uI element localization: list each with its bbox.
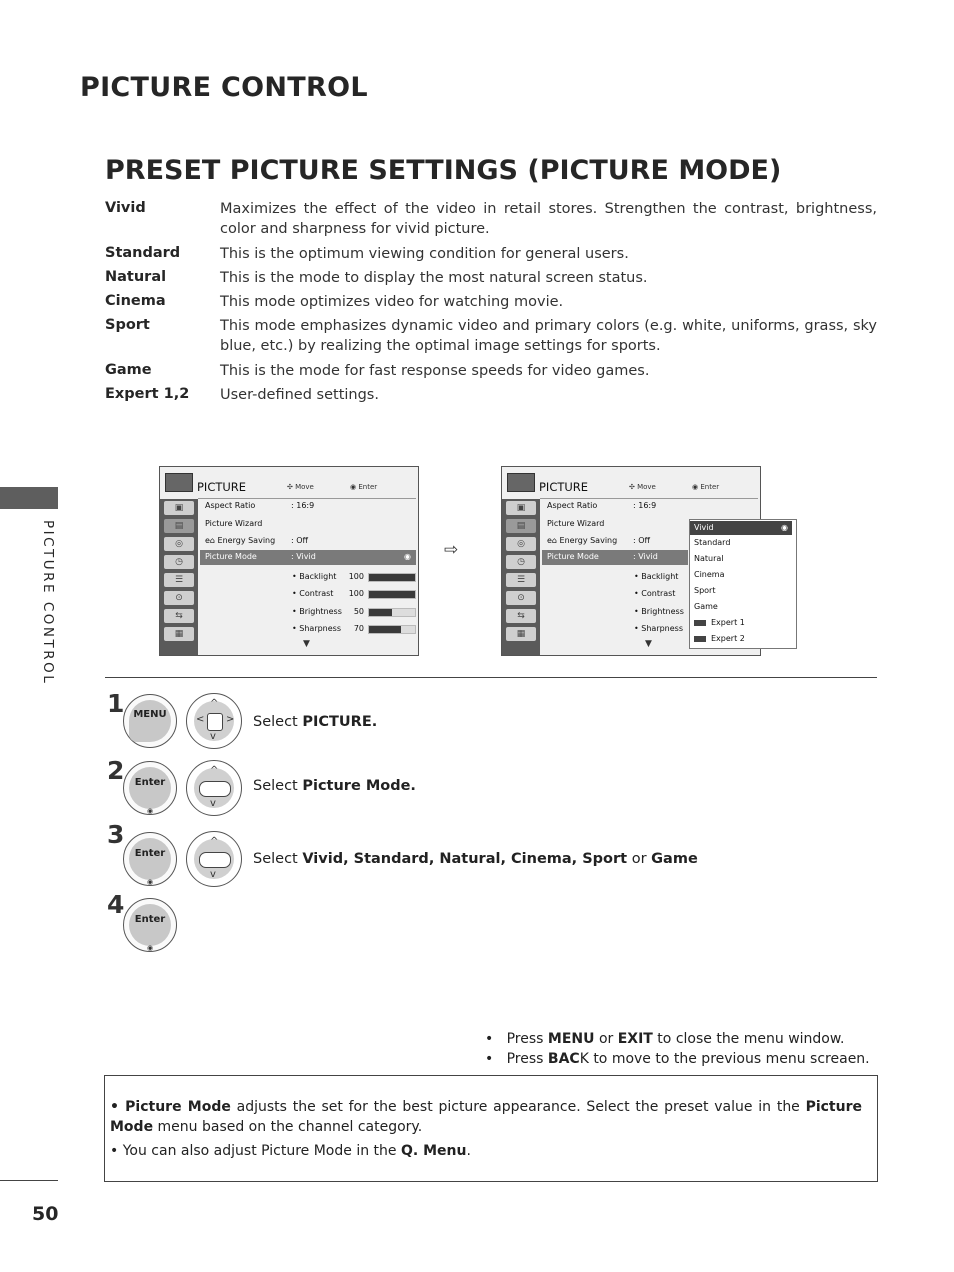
dropdown-option-expert-1[interactable]: Expert 1: [694, 618, 745, 627]
step-number: 4: [107, 890, 125, 919]
picture-icon-selected: ▤: [506, 519, 536, 533]
osd-item-energy-saving[interactable]: e⌂ Energy Saving: [205, 536, 276, 545]
dropdown-option-cinema[interactable]: Cinema: [694, 570, 725, 579]
dropdown-option-expert-2[interactable]: Expert 2: [694, 634, 745, 643]
slider-label: • Backlight: [292, 572, 337, 581]
audio-icon: ◎: [506, 537, 536, 551]
step-number: 3: [107, 820, 125, 849]
navigation-pad[interactable]: ^ v < >: [186, 693, 242, 749]
mode-desc-game: This is the mode for fast response speeds for video games.: [220, 363, 650, 379]
menu-button[interactable]: MENU: [123, 694, 177, 748]
osd-item-picture-mode[interactable]: Picture Mode : Vivid: [542, 550, 688, 565]
step-2-instruction: Select Picture Mode.: [253, 778, 416, 794]
osd-move-hint: ✣ Move: [287, 483, 314, 491]
osd-item-aspect-ratio[interactable]: Aspect Ratio: [547, 501, 598, 510]
input-icon: ⇆: [506, 609, 536, 623]
mode-term-standard: Standard: [105, 245, 181, 261]
osd-item-picture-mode[interactable]: Picture Mode : Vivid ◉: [200, 550, 416, 565]
usb-icon: ▦: [506, 627, 536, 641]
slider-label: • Contrast: [292, 589, 334, 598]
scroll-down-icon[interactable]: ▼: [303, 639, 310, 649]
mode-desc-sport: This mode emphasizes dynamic video and primary colors (e.g. white, uniforms, grass, sky blue, etc.) by realizing the optimal image settings for sports.: [220, 318, 877, 354]
mode-desc-vivid: Maximizes the effect of the video in retail stores. Strengthen the contrast, brightness, color and sharpness for vivid picture.: [220, 201, 877, 237]
up-down-button[interactable]: ^ v: [186, 831, 242, 887]
setup-icon: ☰: [506, 573, 536, 587]
dropdown-option-natural[interactable]: Natural: [694, 554, 724, 563]
step-3-instruction: Select Vivid, Standard, Natural, Cinema, Sport or Game: [253, 851, 698, 867]
osd-title: PICTURE: [539, 480, 589, 494]
backlight-bar[interactable]: [368, 573, 416, 582]
step-number: 1: [107, 689, 125, 718]
step-number: 2: [107, 756, 125, 785]
osd-value-energy-saving: : Off: [291, 536, 309, 545]
lock-icon: ⊙: [164, 591, 194, 605]
scroll-down-icon[interactable]: ▼: [645, 639, 652, 649]
tip-q-menu: • You can also adjust Picture Mode in the Q. Menu.: [110, 1143, 471, 1159]
enter-dot-icon: ◉: [404, 552, 411, 561]
mode-term-sport: Sport: [105, 317, 150, 333]
osd-icon-column: [502, 499, 540, 655]
slider-value: 70: [353, 624, 364, 633]
tv-icon: [165, 473, 193, 492]
mode-term-cinema: Cinema: [105, 293, 166, 309]
osd-title: PICTURE: [197, 480, 247, 494]
osd-value-aspect-ratio: : 16:9: [633, 501, 657, 510]
chapter-title: PICTURE CONTROL: [80, 72, 368, 103]
side-chapter-label: PICTURE CONTROL: [40, 520, 56, 686]
osd-move-hint: ✣ Move: [629, 483, 656, 491]
note-close-menu: • Press MENU or EXIT to close the menu window.: [485, 1031, 845, 1047]
osd-value-energy-saving: : Off: [633, 536, 651, 545]
brightness-bar[interactable]: [368, 608, 416, 617]
contrast-bar[interactable]: [368, 590, 416, 599]
picture-icon: ▣: [506, 501, 536, 515]
mode-desc-standard: This is the optimum viewing condition for general users.: [220, 246, 629, 262]
slider-label: • Brightness: [634, 607, 684, 616]
audio-icon: ◎: [164, 537, 194, 551]
slider-label: • Brightness: [292, 607, 342, 616]
page-number-rule: [0, 1180, 58, 1181]
slider-label: • Backlight: [634, 572, 679, 581]
enter-button[interactable]: Enter ◉: [123, 761, 177, 815]
dropdown-option-sport[interactable]: Sport: [694, 586, 716, 595]
tv-icon: [507, 473, 535, 492]
enter-button[interactable]: Enter ◉: [123, 832, 177, 886]
slider-label: • Contrast: [634, 589, 676, 598]
enter-dot-icon: ◉: [781, 523, 788, 532]
osd-item-picture-wizard[interactable]: Picture Wizard: [205, 519, 263, 528]
enter-button[interactable]: Enter ◉: [123, 898, 177, 952]
mode-term-natural: Natural: [105, 269, 167, 285]
expert-badge-icon: [694, 620, 706, 626]
note-back: • Press BACK to move to the previous menu screaen.: [485, 1051, 870, 1067]
sharpness-bar[interactable]: [368, 625, 416, 634]
slider-value: 100: [348, 572, 364, 581]
clock-icon: ◷: [164, 555, 194, 569]
osd-enter-hint: ◉ Enter: [350, 483, 378, 491]
setup-icon: ☰: [164, 573, 194, 587]
dropdown-option-vivid[interactable]: Vivid ◉: [690, 521, 792, 535]
slider-label: • Sharpness: [634, 624, 684, 633]
clock-icon: ◷: [506, 555, 536, 569]
up-down-button[interactable]: ^ v: [186, 760, 242, 816]
usb-icon: ▦: [164, 627, 194, 641]
osd-item-picture-wizard[interactable]: Picture Wizard: [547, 519, 605, 528]
osd-item-energy-saving[interactable]: e⌂ Energy Saving: [547, 536, 618, 545]
picture-icon-selected: ▤: [164, 519, 194, 533]
picture-icon: ▣: [164, 501, 194, 515]
osd-value-aspect-ratio: : 16:9: [291, 501, 315, 510]
mode-term-vivid: Vivid: [105, 200, 146, 216]
osd-screen-picture-menu: [159, 466, 419, 656]
slider-value: 100: [348, 589, 364, 598]
dropdown-option-standard[interactable]: Standard: [694, 538, 731, 547]
expert-badge-icon: [694, 636, 706, 642]
mode-term-game: Game: [105, 362, 152, 378]
side-tab-marker: [0, 487, 58, 509]
dropdown-option-game[interactable]: Game: [694, 602, 718, 611]
section-divider: [105, 677, 877, 678]
osd-item-aspect-ratio[interactable]: Aspect Ratio: [205, 501, 256, 510]
slider-value: 50: [353, 607, 364, 616]
mode-desc-expert: User-defined settings.: [220, 387, 379, 403]
tip-picture-mode: • Picture Mode adjusts the set for the best picture appearance. Select the preset value in the Picture Mode menu based on the channel category.: [110, 1099, 862, 1135]
osd-screen-picture-mode-popup: [501, 466, 788, 656]
osd-enter-hint: ◉ Enter: [692, 483, 720, 491]
transition-arrow-icon: ⇨: [444, 540, 459, 560]
mode-desc-cinema: This mode optimizes video for watching movie.: [220, 294, 564, 310]
mode-term-expert: Expert 1,2: [105, 386, 190, 402]
input-icon: ⇆: [164, 609, 194, 623]
section-title: PRESET PICTURE SETTINGS (PICTURE MODE): [105, 155, 782, 186]
osd-icon-column: [160, 499, 198, 655]
page-number: 50: [32, 1203, 59, 1225]
lock-icon: ⊙: [506, 591, 536, 605]
step-1-instruction: Select PICTURE.: [253, 714, 378, 730]
mode-desc-natural: This is the mode to display the most natural screen status.: [220, 270, 648, 286]
slider-label: • Sharpness: [292, 624, 342, 633]
picture-mode-dropdown: [689, 519, 797, 649]
